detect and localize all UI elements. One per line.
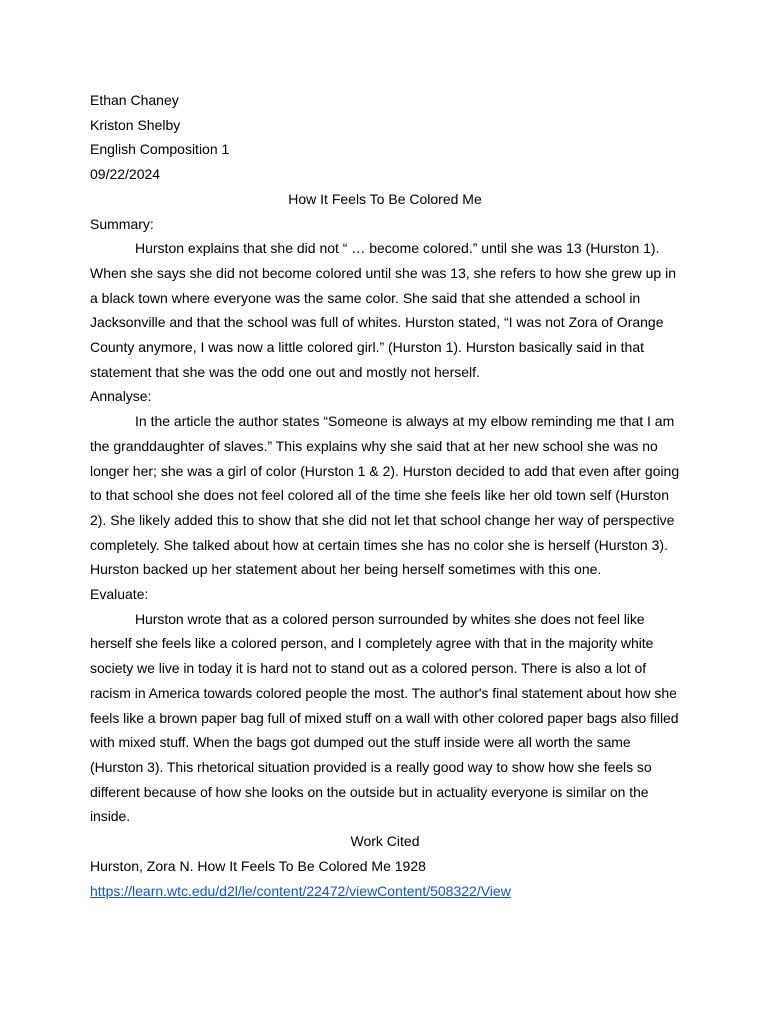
- essay-body: [90, 88, 680, 903]
- source-url-link[interactable]: https://learn.wtc.edu/d2l/le/content/22472/viewContent/508322/View: [90, 882, 511, 899]
- essay-date: 09/22/2024: [90, 166, 161, 183]
- instructor-name: Kriston Shelby: [90, 116, 181, 133]
- analyse-heading: Annalyse:: [90, 388, 152, 405]
- works-cited-heading: Work Cited: [350, 833, 420, 850]
- essay-title: How It Feels To Be Colored Me: [288, 190, 482, 207]
- analyse-paragraph: In the article the author states “Someone is always at my elbow reminding me that I am the granddaughter of slaves.” This explains why she said that at her new school she was no longer her; she was a girl of color (Hurston 1 & 2). Hurston decided to add that even after going to that school she does not feel colored all of the time she feels like her old town self (Hurston 2). She likely added this to show that she did not let that school change her way of perspective completely. She talked about how at certain times she has no color she is herself (Hurston 3). Hurston backed up her statement about her being herself sometimes with this one.: [90, 413, 680, 578]
- course-name: English Composition 1: [90, 141, 230, 158]
- works-cited-entry: Hurston, Zora N. How It Feels To Be Colored Me 1928: [90, 857, 426, 874]
- evaluate-paragraph: Hurston wrote that as a colored person surrounded by whites she does not feel like herself she feels like a colored person, and I completely agree with that in the majority white society we live in today it is hard not to stand out as a colored person. There is also a lot of racism in America towards colored people the most. The author's final statement about how she feels like a brown paper bag full of mixed stuff on a wall with other colored paper bags also filled with mixed stuff. When the bags got dumped out the stuff inside were all worth the same (Hurston 3). This rhetorical situation provided is a really good way to show how she feels so different because of how she looks on the outside but in actuality everyone is similar on the inside.: [90, 610, 679, 825]
- student-name: Ethan Chaney: [90, 92, 179, 108]
- summary-paragraph: Hurston explains that she did not “ … become colored.” until she was 13 (Hurston 1). When she says she did not become colored until she was 13, she refers to how she grew up in a black town where everyone was the same color. She said that she attended a school in Jacksonville and that the school was full of whites. Hurston stated, “I was not Zora of Orange County anymore, I was now a little colored girl.” (Hurston 1). Hurston basically said in that statement that she was the odd one out and mostly not herself.: [90, 240, 676, 380]
- summary-heading: Summary:: [90, 215, 154, 232]
- evaluate-heading: Evaluate:: [90, 586, 149, 603]
